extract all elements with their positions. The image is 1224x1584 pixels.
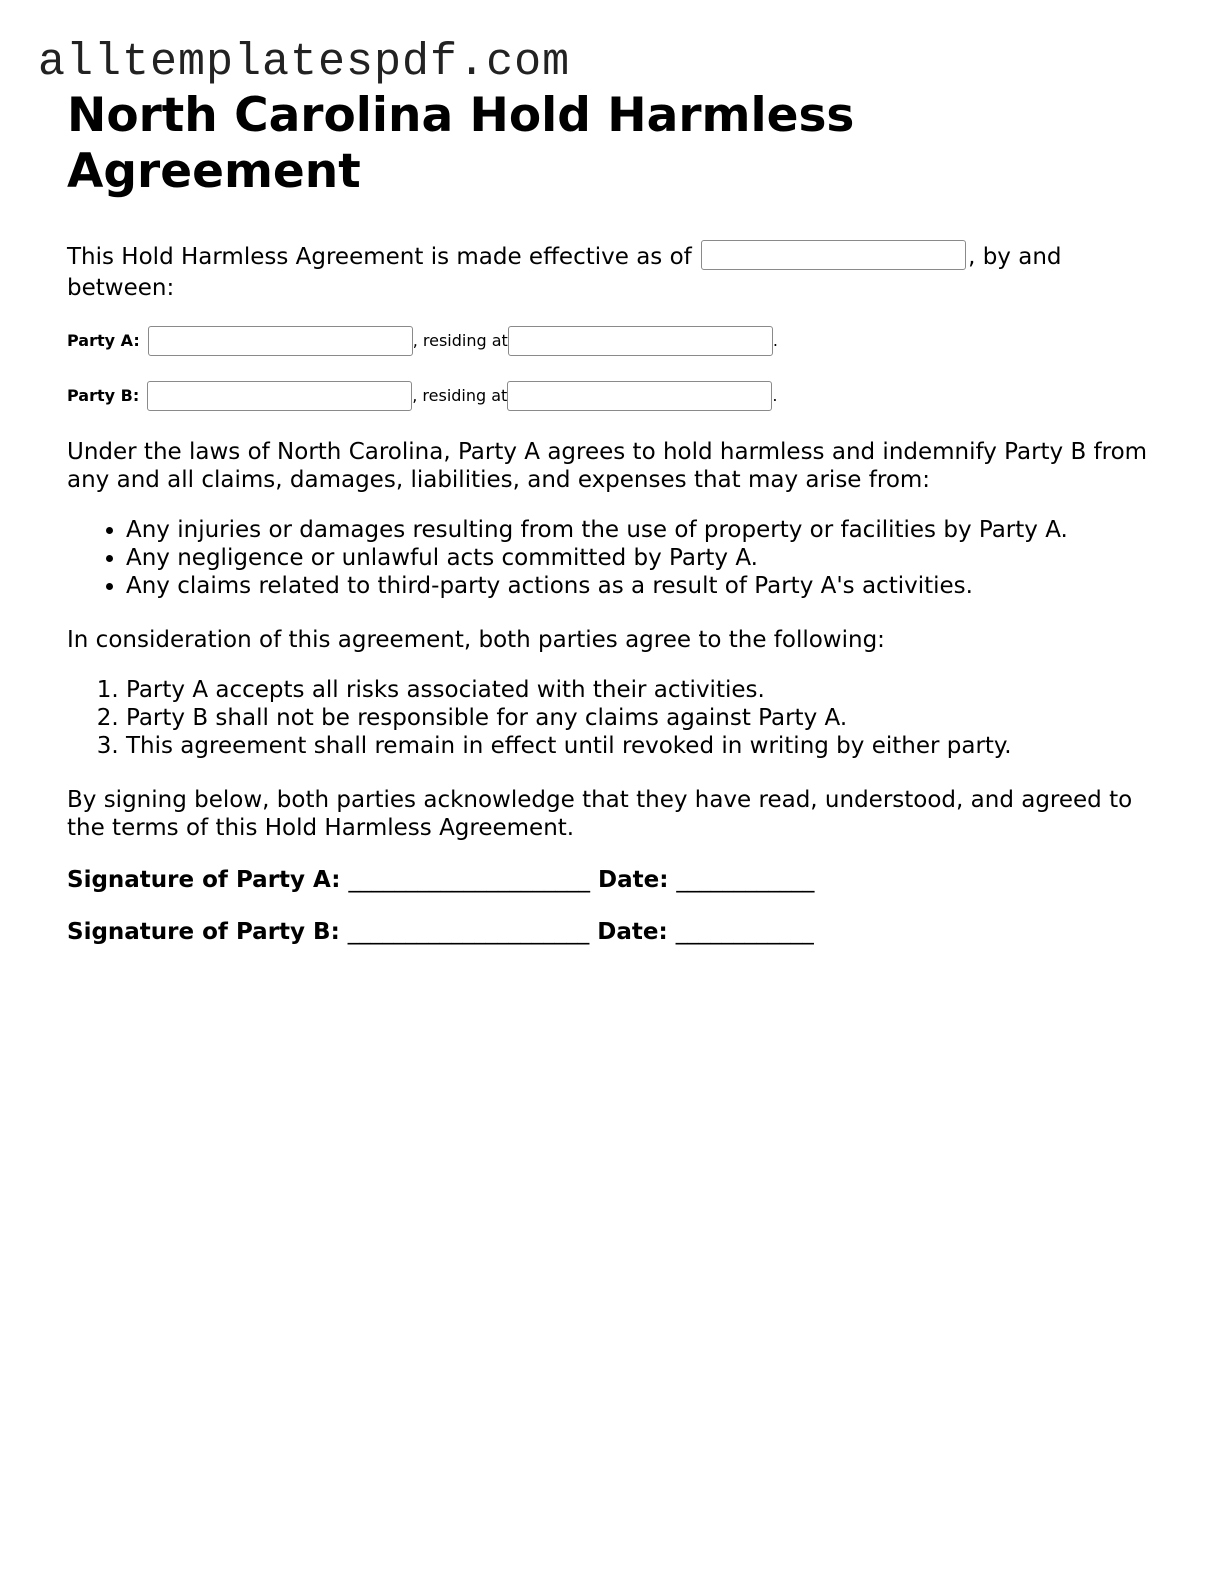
party-a-line xyxy=(67,325,1157,357)
list-item: 1. Party A accepts all risks associated with their activities. xyxy=(126,676,1157,704)
document-title: North Carolina Hold Harmless Agreement xyxy=(67,88,855,199)
list-item: 3. This agreement shall remain in effect until revoked in writing by either party. xyxy=(126,732,1157,760)
terms-numbered-list xyxy=(67,676,1157,760)
list-item: 2. Party B shall not be responsible for any claims against Party A. xyxy=(126,704,1157,732)
signature-a-label: Signature of Party A: xyxy=(67,866,341,893)
indemnity-bullet-list xyxy=(67,516,1157,600)
intro-text-before: This Hold Harmless Agreement is made effective as of xyxy=(67,244,700,270)
effective-date-field[interactable] xyxy=(701,240,966,270)
party-a-end: . xyxy=(772,331,778,350)
signature-line-party-a xyxy=(67,866,1157,894)
party-b-label: Party B: xyxy=(67,386,140,405)
date-a-blank[interactable]: ____________ xyxy=(676,866,815,893)
indemnity-paragraph: Under the laws of North Carolina, Party A agrees to hold harmless and indemnify Party B from any and all claims, damages, liabilities, and expenses that may arise from: xyxy=(67,438,1148,493)
watermark: alltemplatespdf.com xyxy=(38,37,571,88)
party-b-residing-text: , residing at xyxy=(412,386,508,405)
date-a-label: Date: xyxy=(598,866,669,893)
signature-line-party-b xyxy=(67,918,1157,946)
consideration-paragraph: In consideration of this agreement, both parties agree to the following: xyxy=(67,626,885,653)
intro-text-after: , by and between: xyxy=(67,244,1062,301)
party-b-end: . xyxy=(772,386,778,405)
party-b-address-field[interactable] xyxy=(507,381,772,411)
date-b-label: Date: xyxy=(597,918,668,945)
party-b-name-field[interactable] xyxy=(147,381,412,411)
list-item: • Any injuries or damages resulting from the use of property or facilities by Party A. xyxy=(126,516,1157,544)
party-a-label: Party A: xyxy=(67,331,140,350)
signature-a-blank[interactable]: _____________________ xyxy=(348,866,590,893)
intro-paragraph xyxy=(67,242,1157,303)
party-b-line xyxy=(67,380,1157,412)
list-item: • Any negligence or unlawful acts committed by Party A. xyxy=(126,544,1157,572)
signature-b-blank[interactable]: _____________________ xyxy=(347,918,590,945)
party-a-name-field[interactable] xyxy=(148,326,413,356)
document-body xyxy=(67,88,1157,946)
list-item: • Any claims related to third-party actions as a result of Party A's activities. xyxy=(126,572,1157,600)
signature-b-label: Signature of Party B: xyxy=(67,918,340,945)
date-b-blank[interactable]: ____________ xyxy=(675,918,814,945)
party-a-residing-text: , residing at xyxy=(412,331,508,350)
party-a-address-field[interactable] xyxy=(508,326,773,356)
acknowledgement-paragraph: By signing below, both parties acknowledge that they have read, understood, and agreed to the terms of this Hold Harmless Agreement. xyxy=(67,786,1133,841)
